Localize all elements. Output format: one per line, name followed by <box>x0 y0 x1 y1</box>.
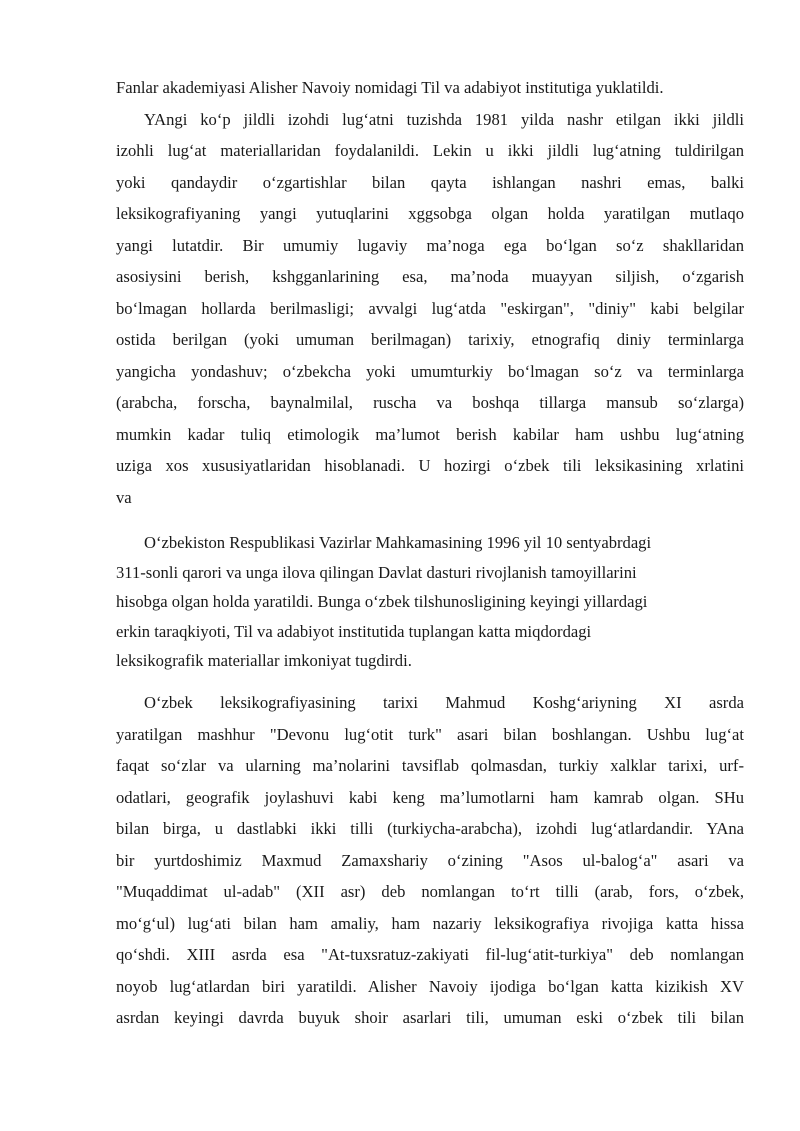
text-line: yangi lutatdir. Bir umumiy lugaviy ma’noga ega bo‘lgan so‘z shakllaridan <box>116 235 744 255</box>
text-line: uziga xos xususiyatlaridan hisoblanadi. U hozirgi o‘zbek tili leksikasining xrlatini <box>116 456 744 475</box>
text-line: hisobga olgan holda yaratildi. Bunga o‘zbek tilshunosligining keyingi yillardagi <box>116 592 648 611</box>
text-line: bir yurtdoshimiz Maxmud Zamaxshariy o‘zining "Asos ul-balog‘a" asari va <box>116 850 744 870</box>
text-line: asosiysini berish, kshgganlarining esa, ma’noda muayyan siljish, o‘zgarish <box>116 267 744 286</box>
text-line: leksikografiyaning yangi yutuqlarini xggsobga olgan holda yaratilgan mutlaqo <box>116 204 744 223</box>
text-line: mo‘g‘ul) lug‘ati bilan ham amaliy, ham nazariy leksikografiya rivojiga katta hissa <box>116 913 744 933</box>
text-block-upper <box>116 72 744 513</box>
text-line: Fanlar akademiyasi Alisher Navoiy nomidagi Til va adabiyot institutiga yuklatildi. <box>116 78 664 97</box>
text-line: asrdan keyingi davrda buyuk shoir asarlari tili, umuman eski o‘zbek tili bilan <box>116 1008 744 1027</box>
text-line: faqat so‘zlar va ularning ma’nolarini tavsiflab qolmasdan, turkiy xalklar tarixi, urf- <box>116 756 744 775</box>
text-line: odatlari, geografik joylashuvi kabi keng ma’lumotlarni ham kamrab olgan. SHu <box>116 787 744 807</box>
text-line: O‘zbek leksikografiyasining tarixi Mahmud Koshg‘ariyning XI asrda <box>144 693 744 712</box>
text-line: va <box>116 487 132 507</box>
text-line: bilan birga, u dastlabki ikki tilli (turkiycha-arabcha), izohdi lug‘atlardandir. YAna <box>116 819 744 838</box>
text-line: 311-sonli qarori va unga ilova qilingan Davlat dasturi rivojlanish tamoyillarini <box>116 562 637 582</box>
text-line: ostida berilgan (yoki umuman berilmagan) tarixiy, etnografiq diniy terminlarga <box>116 330 744 349</box>
text-line: qo‘shdi. XIII asrda esa "At-tuxsratuz-zakiyati fil-lug‘atit-turkiya" deb nomlangan <box>116 945 744 964</box>
text-block-lower <box>116 687 744 1034</box>
text-line: (arabcha, forscha, baynalmilal, ruscha va boshqa tillarga mansub so‘zlarga) <box>116 393 744 412</box>
text-line: noyob lug‘atlardan biri yaratildi. Alisher Navoiy ijodiga bo‘lgan katta kizikish XV <box>116 976 744 996</box>
text-line: leksikografik materiallar imkoniyat tugdirdi. <box>116 651 412 670</box>
text-line: O‘zbekiston Respublikasi Vazirlar Mahkamasining 1996 yil 10 sentyabrdagi <box>144 533 652 552</box>
text-line: erkin taraqkiyoti, Til va adabiyot institutida tuplangan katta miqdordagi <box>116 621 592 641</box>
text-line: YAngi ko‘p jildli izohdi lug‘atni tuzishda 1981 yilda nashr etilgan ikki jildli <box>144 109 744 129</box>
text-line: izohli lug‘at materiallaridan foydalanildi. Lekin u ikki jildli lug‘atning tuldirilgan <box>116 141 744 160</box>
text-block-middle <box>116 528 744 676</box>
text-line: mumkin kadar tuliq etimologik ma’lumot berish kabilar ham ushbu lug‘atning <box>116 424 744 444</box>
text-line: yangicha yondashuv; o‘zbekcha yoki umumturkiy bo‘lmagan so‘z va terminlarga <box>116 361 744 381</box>
text-line: "Muqaddimat ul-adab" (XII asr) deb nomlangan to‘rt tilli (arab, fors, o‘zbek, <box>116 882 744 901</box>
text-line: yoki qandaydir o‘zgartishlar bilan qayta ishlangan nashri emas, balki <box>116 172 744 192</box>
text-line: bo‘lmagan hollarda berilmasligi; avvalgi lug‘atda "eskirgan", "diniy" kabi belgilar <box>116 298 744 318</box>
text-line: yaratilgan mashhur "Devonu lug‘otit turk" asari bilan boshlangan. Ushbu lug‘at <box>116 724 744 744</box>
